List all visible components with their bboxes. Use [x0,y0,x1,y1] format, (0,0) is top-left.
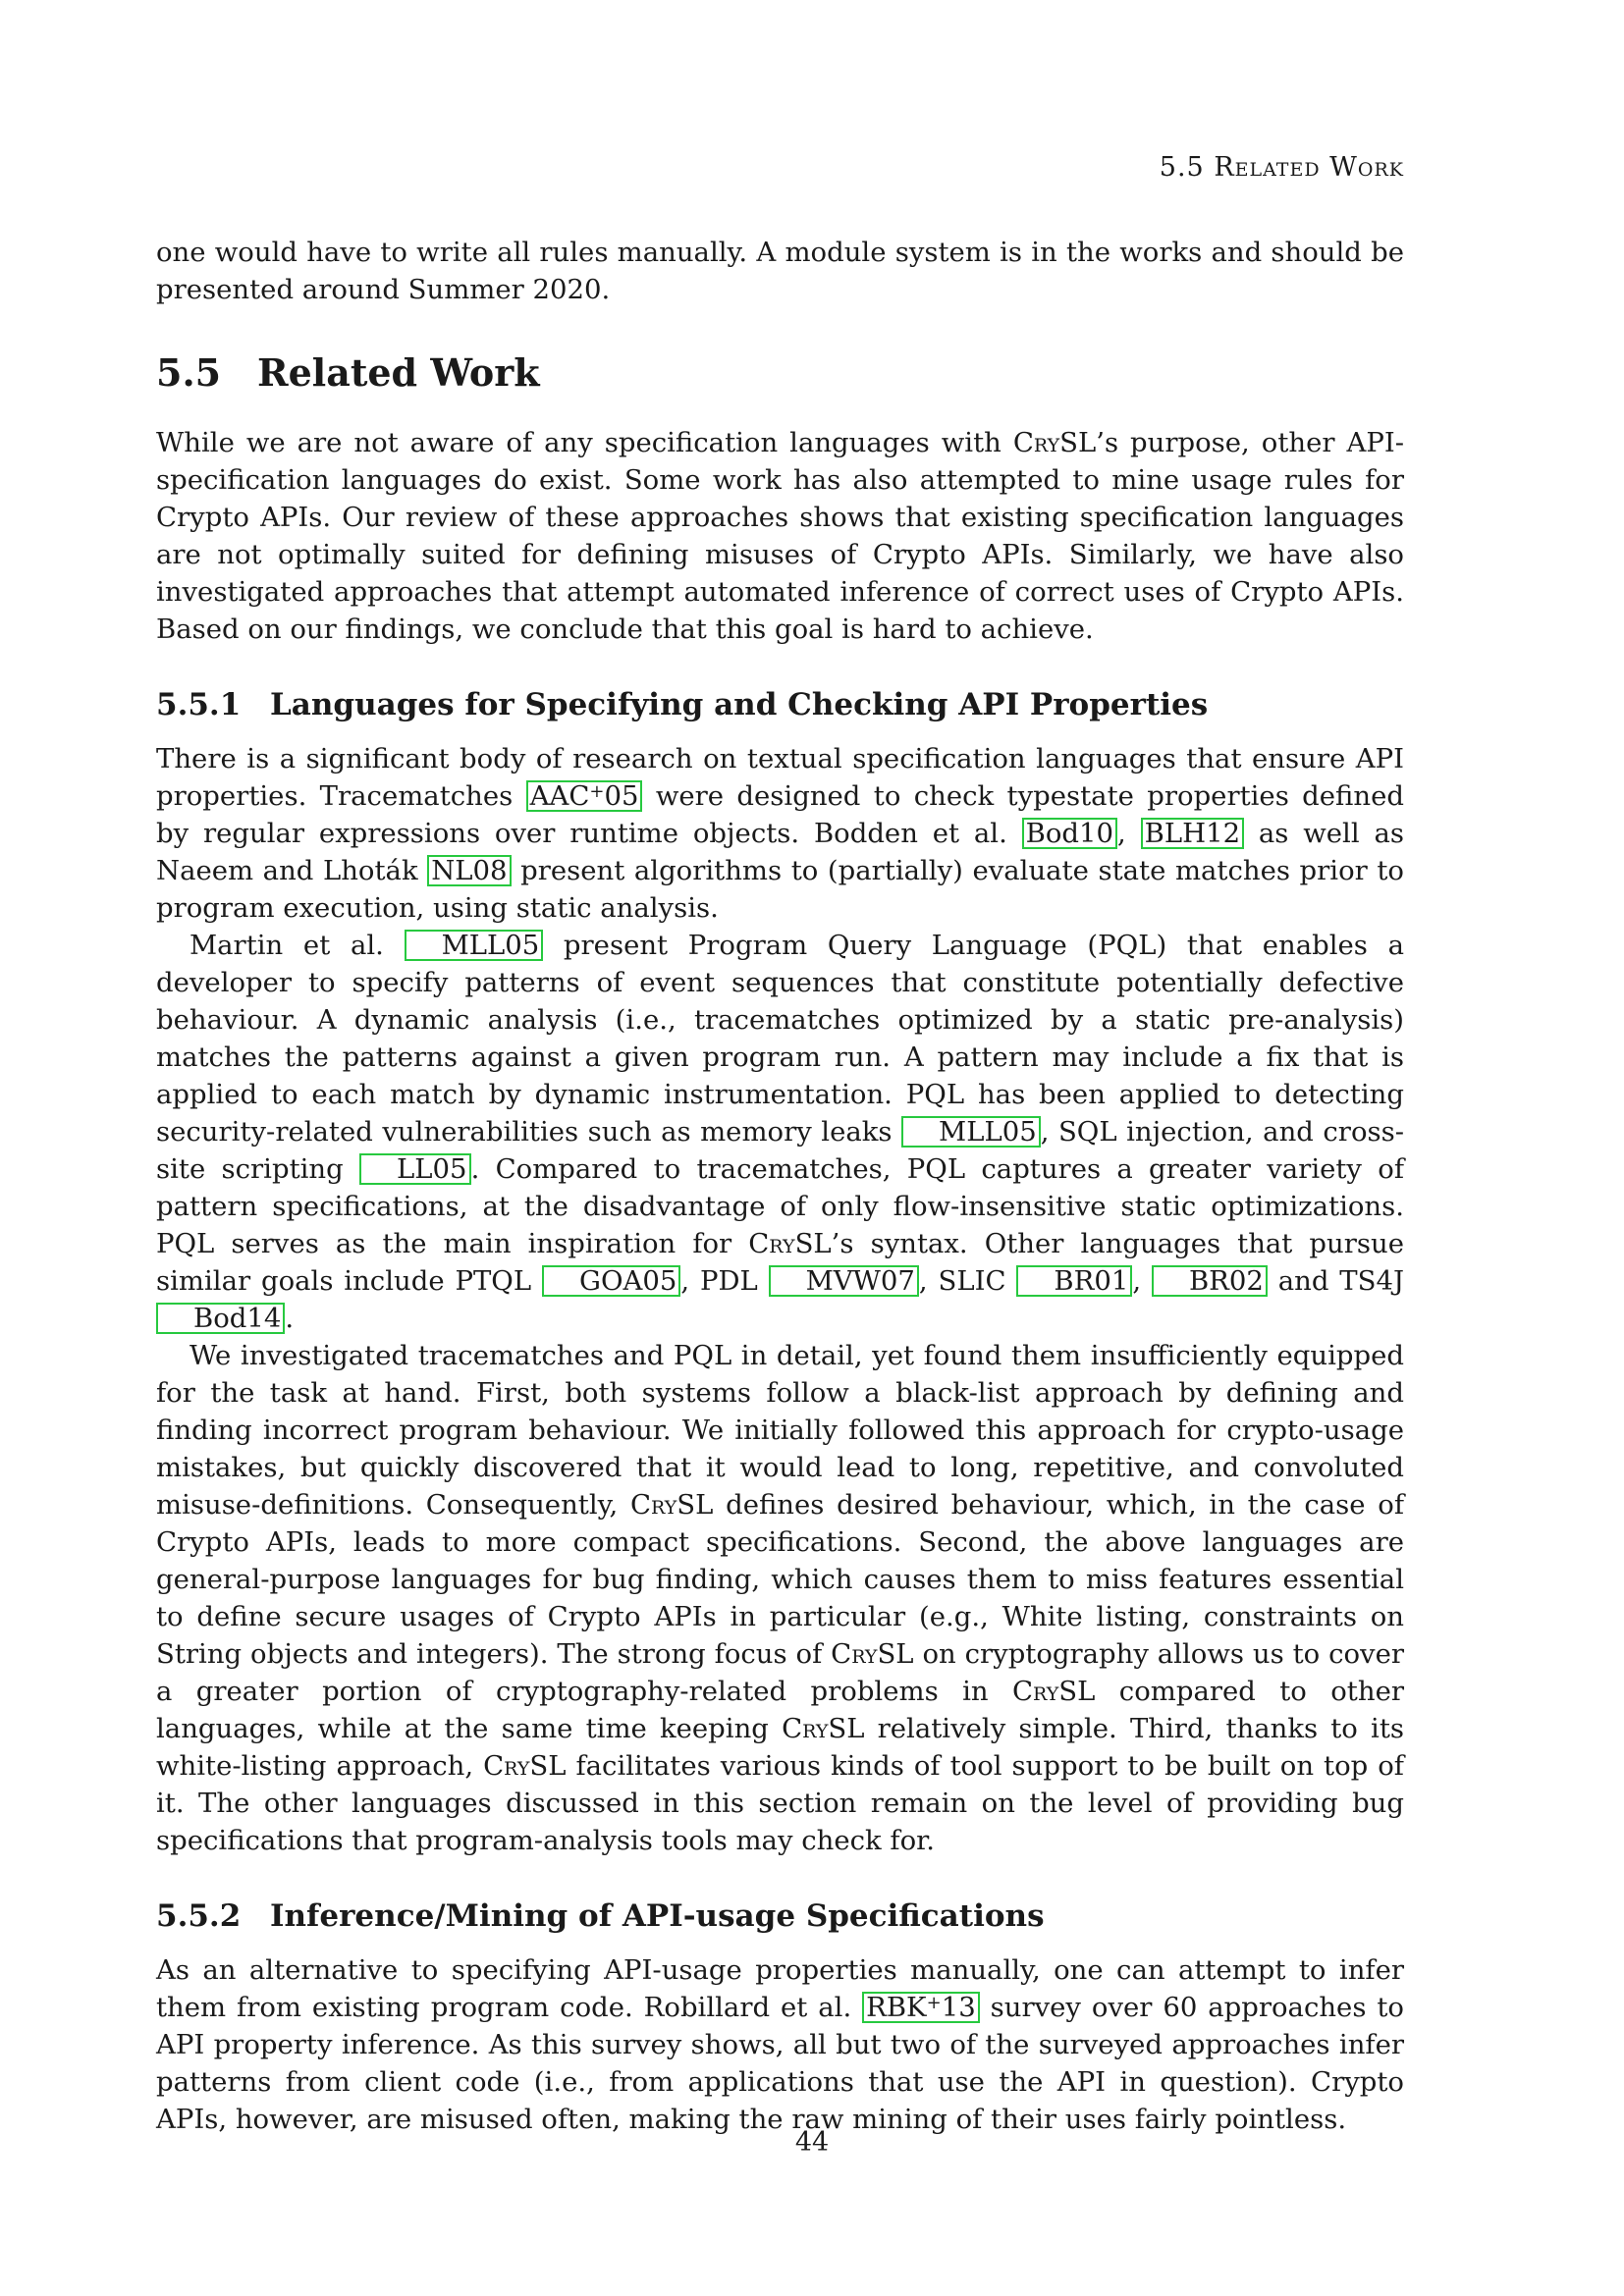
citation-link-blh12[interactable]: BLH12 [1141,818,1244,849]
text-run: defines desired behaviour, which, in the case of Crypto APIs, leads to more compact specifications. Second, the above languages are general-purpose languages for bug finding, which causes them to miss features essential to define secure usages of Crypto APIs in particular (e.g., White listing, constraints on String objects and integers). The strong focus of [156,1489,1404,1670]
section-intro-paragraph [156,424,1404,648]
citation-link-mvw07[interactable]: MVW07 [769,1265,919,1297]
running-head-title: Related Work [1214,152,1404,183]
text-run: as well as Naeem and Lhoták [156,818,1404,886]
running-head [156,152,1404,183]
page-content [156,234,1404,2138]
citation-key-tail: 13 [941,1992,976,2023]
crysl-name: CrySL [1012,1676,1096,1707]
citation-link-br01[interactable]: BR01 [1016,1265,1132,1297]
subsection-title: Languages for Specifying and Checking API Properties [270,687,1209,722]
citation-sup: + [589,781,605,802]
text-run: facilitates various kinds of tool support to be built on top of it. The other languages discussed in this section remain on the level of providing bug specifications that program-analysis tools may check for. [156,1750,1404,1856]
intro-paragraph: one would have to write all rules manually. A module system is in the works and should be presented around Summer 2020. [156,237,1404,305]
citation-key: AAC [529,780,590,812]
subsection-number: 5.5.1 [156,687,242,722]
running-head-number: 5.5 [1159,152,1205,183]
text-run: , SQL injection, and cross-site scripting [156,1116,1405,1185]
paragraph-investigation [156,1337,1404,1859]
text-run: compared to other languages, while at the same time keeping [156,1676,1404,1744]
text-run: As an alternative to specifying API-usage properties manually, one can attempt to infer them from existing program code. Robillard et al. [156,1954,1404,2023]
crysl-name: CrySL [782,1713,865,1744]
citation-link-bod10[interactable]: Bod10 [1022,818,1117,849]
citation-key-tail: 05 [604,780,639,812]
citation-link-rbk13[interactable] [862,1992,980,2023]
text-run: and TS4J [1267,1265,1404,1297]
citation-sup: + [926,1993,942,2013]
citation-link-aac05[interactable] [526,780,643,812]
citation-link-ll05[interactable]: LL05 [359,1153,471,1185]
crysl-name: CrySL [831,1638,914,1670]
text-run: We investigated tracematches and PQL in detail, yet found them insufficiently equipped for the task at hand. First, both systems follow a black-list approach by defining and finding incorrect program behaviour. We initially followed this approach for crypto-usage mistakes, but quickly discovered that it would lead to long, repetitive, and convoluted misuse-definitions. Consequently, [156,1340,1404,1521]
section-number: 5.5 [156,350,222,395]
text-run: ’s purpose, other API-specification languages do exist. Some work has also attempted to mine usage rules for Crypto APIs. Our review of these approaches shows that existing specification languages are not optimally suited for defining misuses of Crypto APIs. Similarly, we have also investigated approaches that attempt automated inference of correct uses of Crypto APIs. Based on our findings, we conclude that this goal is hard to achieve. [156,427,1405,645]
text-run: on cryptography allows us to cover a greater portion of cryptography-related problems in [156,1638,1404,1707]
text-run: were designed to check typestate properties defined by regular expressions over runtime objects. Bodden et al. [156,780,1404,849]
section-title: Related Work [257,350,540,395]
subsection-heading-5-5-1 [156,685,1404,724]
page-number: 44 [794,2127,830,2158]
text-run: There is a significant body of research on textual specification languages that ensure API properties. Tracematches [156,743,1404,812]
citation-key: RBK [866,1992,927,2023]
text-run: present Program Query Language (PQL) that enables a developer to specify patterns of event sequences that constitute potentially defective behaviour. A dynamic analysis (i.e., tracematches optimized by a static pre-analysis) matches the patterns against a given program run. A pattern may include a fix that is applied to each match by dynamic instrumentation. PQL has been applied to detecting security-related vulnerabilities such as memory leaks [156,930,1404,1148]
crysl-name: CrySL [1012,427,1097,458]
citation-link-br02[interactable]: BR02 [1152,1265,1268,1297]
section-heading [156,349,1404,397]
crysl-name: CrySL [483,1750,567,1782]
text-run: . [285,1303,295,1334]
crysl-name: CrySL [748,1228,832,1259]
citation-link-bod14[interactable]: Bod14 [156,1303,285,1334]
text-run: ’s syntax. Other languages that pursue similar goals include PTQL [156,1228,1404,1297]
paragraph-tracematches [156,740,1404,927]
paragraph-pql [156,927,1404,1337]
text-run: , PDL [680,1265,769,1297]
text-run: survey over 60 approaches to API property inference. As this survey shows, all but two of the surveyed approaches infer patterns from client code (i.e., from applications that use the API in question). Crypto APIs, however, are misused often, making the raw mining of their uses fairly pointless. [156,1992,1404,2135]
text-run: While we are not aware of any specification languages with [156,427,1013,458]
text-run: Martin et al. [189,930,405,961]
text-run: , [1117,818,1141,849]
text-run: relatively simple. Third, thanks to its white-listing approach, [156,1713,1404,1782]
paragraph-inference [156,1951,1404,2138]
text-run: , [1132,1265,1152,1297]
subsection-title: Inference/Mining of API-usage Specifications [270,1898,1045,1934]
crysl-name: CrySL [629,1489,714,1521]
citation-link-mll05-2[interactable]: MLL05 [901,1116,1041,1148]
text-run: . Compared to tracematches, PQL captures a greater variety of pattern specifications, at the disadvantage of only flow-insensitive static optimizations. PQL serves as the main inspiration for [156,1153,1404,1259]
citation-link-nl08[interactable]: NL08 [427,855,511,886]
subsection-heading-5-5-2 [156,1896,1404,1936]
text-run: present algorithms to (partially) evaluate state matches prior to program execution, using static analysis. [156,855,1404,924]
citation-link-goa05[interactable]: GOA05 [542,1265,680,1297]
text-run: , SLIC [918,1265,1017,1297]
citation-link-mll05[interactable]: MLL05 [405,930,544,961]
subsection-number: 5.5.2 [156,1898,242,1934]
